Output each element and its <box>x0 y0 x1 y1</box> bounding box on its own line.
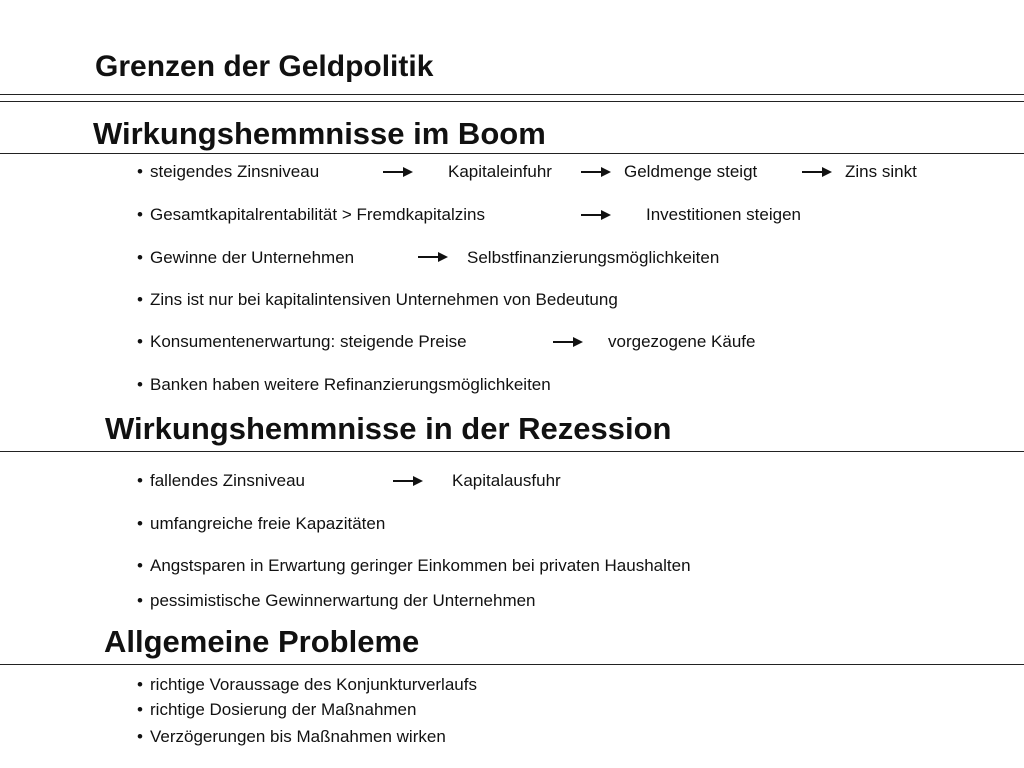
arrow-right-icon <box>802 167 832 177</box>
list-item-text: Konsumentenerwartung: steigende Preise <box>150 332 467 351</box>
bullet: • <box>137 556 143 575</box>
bullet: • <box>137 591 143 610</box>
arrow-right-icon <box>581 210 611 220</box>
list-item-text: fallendes Zinsniveau <box>150 471 305 490</box>
bullet: • <box>137 514 143 533</box>
list-item-text: Banken haben weitere Refinanzierungsmöglichkeiten <box>150 375 551 394</box>
section-rule-rezession <box>0 451 1024 452</box>
bullet: • <box>137 290 143 309</box>
list-item-text: Angstsparen in Erwartung geringer Einkommen bei privaten Haushalten <box>150 556 691 575</box>
title-rule-bottom <box>0 101 1024 102</box>
arrow-right-icon <box>553 337 583 347</box>
list-item-result: Selbstfinanzierungsmöglichkeiten <box>467 248 720 267</box>
list-item-text: richtige Dosierung der Maßnahmen <box>150 700 417 719</box>
bullet: • <box>137 162 143 181</box>
list-item-text: steigendes Zinsniveau <box>150 162 320 181</box>
section-rule-allgemein <box>0 664 1024 665</box>
bullet: • <box>137 248 143 267</box>
bullet: • <box>137 675 143 694</box>
arrow-right-icon <box>383 167 413 177</box>
bullet: • <box>137 471 143 490</box>
bullet: • <box>137 375 143 394</box>
bullet: • <box>137 727 143 746</box>
bullet: • <box>137 332 143 351</box>
page-title: Grenzen der Geldpolitik <box>95 50 434 83</box>
list-item-result: Zins sinkt <box>845 162 917 181</box>
section-heading-boom: Wirkungshemmnisse im Boom <box>93 116 546 151</box>
list-item-text: pessimistische Gewinnerwartung der Unternehmen <box>150 591 536 610</box>
list-item-text: Gewinne der Unternehmen <box>150 248 355 267</box>
list-item-result: Investitionen steigen <box>646 205 801 224</box>
list-item-result: Geldmenge steigt <box>624 162 758 181</box>
bullet: • <box>137 205 143 224</box>
list-item-result: Kapitalausfuhr <box>452 471 561 490</box>
arrow-right-icon <box>418 252 448 262</box>
list-item-result: Kapitaleinfuhr <box>448 162 552 181</box>
arrow-right-icon <box>581 167 611 177</box>
section-heading-allgemein: Allgemeine Probleme <box>104 624 420 659</box>
list-item-text: Verzögerungen bis Maßnahmen wirken <box>150 727 446 746</box>
section-heading-rezession: Wirkungshemmnisse in der Rezession <box>105 411 672 446</box>
section-rule-boom <box>0 153 1024 154</box>
title-rule-top <box>0 94 1024 95</box>
list-item-text: Gesamtkapitalrentabilität > Fremdkapitalzins <box>150 205 485 224</box>
list-item-result: vorgezogene Käufe <box>608 332 756 351</box>
list-item-text: umfangreiche freie Kapazitäten <box>150 514 386 533</box>
bullet: • <box>137 700 143 719</box>
list-item-text: Zins ist nur bei kapitalintensiven Unternehmen von Bedeutung <box>150 290 618 309</box>
list-item-text: richtige Voraussage des Konjunkturverlaufs <box>150 675 477 694</box>
arrow-right-icon <box>393 476 423 486</box>
